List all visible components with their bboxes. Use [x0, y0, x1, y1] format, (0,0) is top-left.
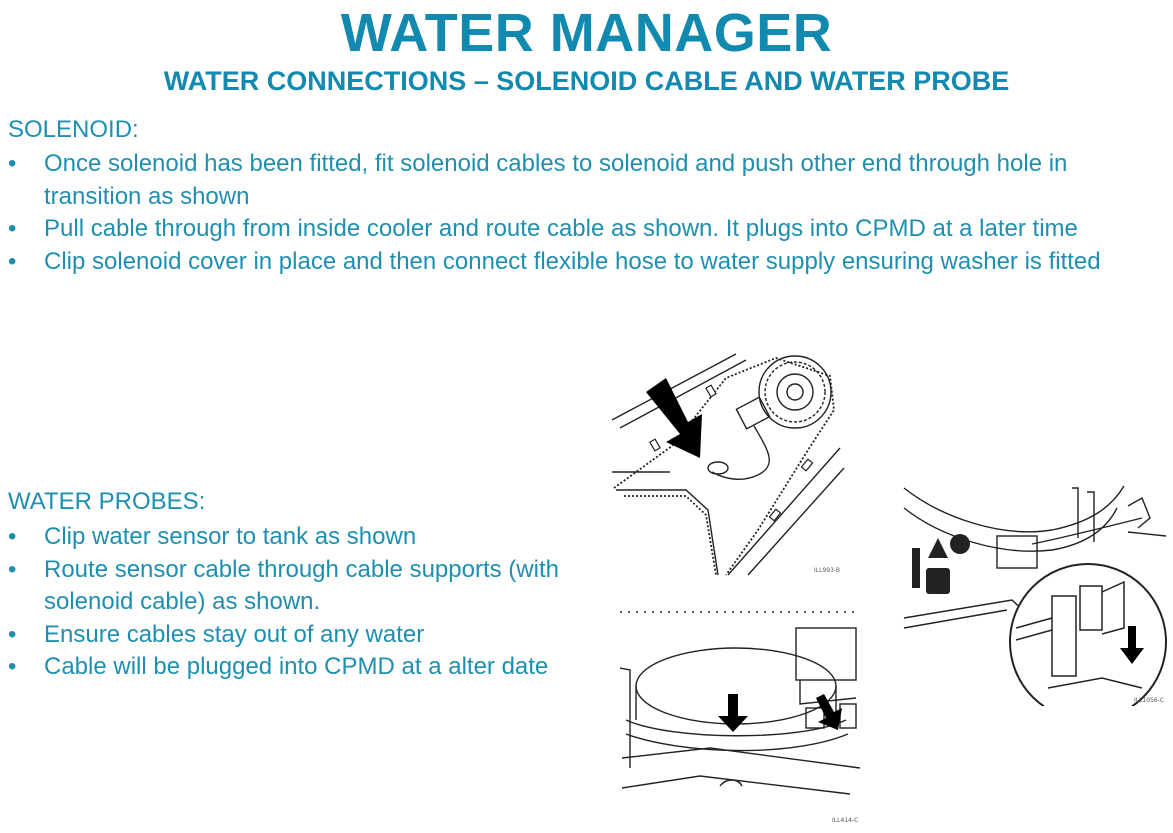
list-item-text: Clip solenoid cover in place and then connect flexible hose to water supply ensuring washer is fitted	[44, 247, 1101, 275]
bullet-marker: •	[8, 247, 17, 275]
bullet-marker: •	[8, 150, 17, 177]
bullet-marker: •	[8, 555, 17, 583]
solenoid-cable-illustration	[608, 350, 848, 580]
list-item	[8, 521, 568, 554]
solenoid-bullet-list	[8, 148, 1148, 278]
page-subtitle: WATER CONNECTIONS – SOLENOID CABLE AND WATER PROBE	[163, 66, 1010, 96]
list-item-text: Pull cable through from inside cooler and route cable as shown. It plugs into CPMD at a later time	[44, 215, 1078, 242]
page-title: WATER MANAGER	[340, 3, 833, 63]
figure-code: ILL414-C	[832, 817, 859, 824]
list-item-text: Cable will be plugged into CPMD at a alter date	[44, 653, 549, 680]
list-item	[8, 619, 568, 652]
list-item	[8, 213, 1148, 246]
cable-supports-illustration	[620, 608, 864, 826]
water-probe-closeup-illustration	[902, 478, 1168, 706]
list-item-text: Ensure cables stay out of any water	[44, 620, 425, 648]
list-item	[8, 651, 568, 684]
list-item-text: Once solenoid has been fitted, fit solenoid cables to solenoid and push other end through hole in transition as shown	[44, 150, 1068, 210]
water-probes-bullet-list	[8, 521, 568, 684]
figure-code: ILL1056-C	[1134, 697, 1165, 704]
arrow-down-icon	[718, 694, 748, 732]
list-item-text: Route sensor cable through cable supports (with solenoid cable) as shown.	[44, 555, 559, 615]
bullet-marker: •	[8, 523, 17, 550]
list-item	[8, 148, 1148, 213]
bullet-marker: •	[8, 653, 17, 680]
list-item	[8, 554, 568, 619]
solenoid-heading: SOLENOID:	[8, 116, 139, 143]
bullet-marker: •	[8, 620, 17, 648]
list-item-text: Clip water sensor to tank as shown	[44, 523, 417, 550]
water-probes-heading: WATER PROBES:	[8, 488, 206, 515]
list-item	[8, 246, 1148, 279]
bullet-marker: •	[8, 215, 17, 242]
figure-code: ILL993-B	[814, 567, 840, 574]
